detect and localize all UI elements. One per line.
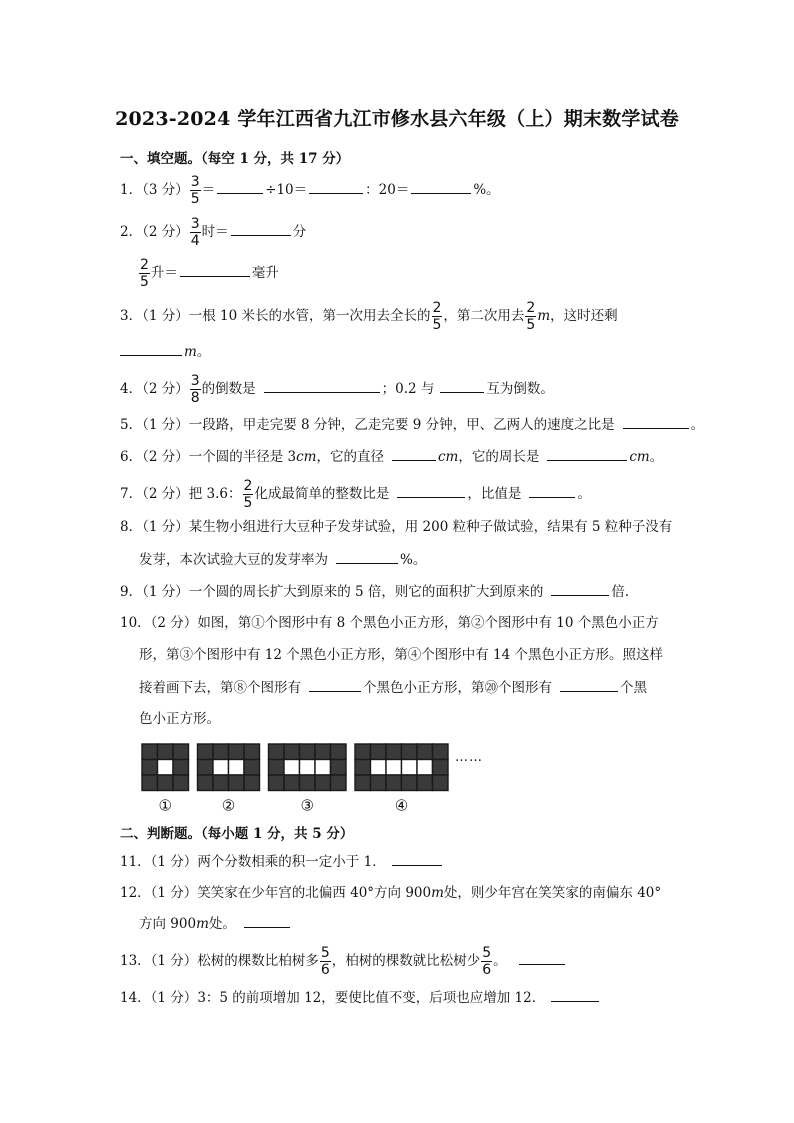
answer-blank[interactable] <box>440 378 484 393</box>
ellipsis: …… <box>455 750 483 765</box>
pattern-figure-3 <box>269 744 347 811</box>
question-12-continued: 方向 900m处。 <box>139 913 292 934</box>
black-square <box>244 760 260 776</box>
exam-title: 2023-2024 学年江西省九江市修水县六年级（上）期末数学试卷 <box>115 108 679 130</box>
answer-blank[interactable] <box>120 341 182 356</box>
black-square <box>355 760 371 776</box>
question-10-line-3: 接着画下去，第⑧个图形有 个黑色小正方形，第⑳个图形有 个黑 <box>139 677 647 698</box>
white-square <box>158 760 174 776</box>
black-square <box>269 760 285 776</box>
question-3-continued: m。 <box>120 341 210 362</box>
black-square <box>173 775 189 791</box>
black-square <box>331 744 347 760</box>
section-true-false-heading: 二、判断题。（每小题 1 分，共 5 分） <box>120 826 354 842</box>
black-square <box>284 744 300 760</box>
black-square <box>142 744 158 760</box>
answer-blank[interactable] <box>547 446 627 461</box>
answer-blank[interactable] <box>397 483 465 498</box>
figure-label: ① <box>158 796 172 811</box>
question-11: 11．（1 分）两个分数相乘的积一定小于 1． <box>120 851 444 872</box>
answer-blank[interactable] <box>336 549 398 564</box>
black-square <box>355 775 371 791</box>
question-8: 8．（1 分）某生物小组进行大豆种子发芽试验，用 200 粒种子做试验，结果有 5 粒种子没有 <box>120 519 673 535</box>
fraction: $\frac{3}{8}$ <box>190 373 200 406</box>
white-square <box>315 760 331 776</box>
black-square <box>198 760 214 776</box>
question-5: 5．（1 分）一段路，甲走完要 8 分钟，乙走完要 9 分钟，甲、乙两人的速度之比是 。 <box>120 414 704 435</box>
fraction: $\frac{2}{5}$ <box>140 257 149 290</box>
black-square <box>315 775 331 791</box>
fraction: $\frac{3}{4}$ <box>190 216 200 249</box>
pattern-figure-4 <box>355 744 448 811</box>
question-10-line-4: 色小正方形。 <box>139 711 220 727</box>
black-square <box>417 744 433 760</box>
black-square <box>229 744 245 760</box>
black-square <box>331 760 347 776</box>
fraction: $\frac{5}{6}$ <box>320 945 330 978</box>
black-square <box>402 775 418 791</box>
question-8-continued: 发芽，本次试验大豆的发芽率为 %。 <box>139 549 426 570</box>
white-square <box>229 760 245 776</box>
answer-blank[interactable] <box>560 677 618 692</box>
black-square <box>142 775 158 791</box>
pattern-figure-2 <box>198 744 260 811</box>
square-pattern-figures <box>141 741 501 811</box>
black-square <box>386 775 402 791</box>
answer-blank[interactable] <box>217 179 263 194</box>
white-square <box>402 760 418 776</box>
black-square <box>300 775 316 791</box>
question-9: 9．（1 分）一个圆的周长扩大到原来的 5 倍，则它的面积扩大到原来的 倍． <box>120 581 638 602</box>
white-square <box>417 760 433 776</box>
question-12: 12．（1 分）笑笑家在少年宫的北偏西 40°方向 900m处，则少年宫在笑笑家的南偏东 40° <box>120 885 662 901</box>
black-square <box>433 760 449 776</box>
figure-label: ④ <box>394 796 409 811</box>
question-3: 3．（1 分）一根 10 米长的水管，第一次用去全长的 $\frac{2}{5}$ ，第二次用去 $\frac{2}{5}$ m，这时还剩 <box>120 300 618 333</box>
black-square <box>417 775 433 791</box>
answer-blank[interactable] <box>411 179 471 194</box>
white-square <box>284 760 300 776</box>
black-square <box>355 744 371 760</box>
answer-blank[interactable] <box>231 221 291 236</box>
white-square <box>371 760 387 776</box>
white-square <box>213 760 229 776</box>
answer-blank[interactable] <box>392 446 436 461</box>
question-2: 2．（2 分） $\frac{3}{4}$ 时＝ 分 <box>120 216 307 249</box>
question-6: 6．（2 分）一个圆的半径是 3cm，它的直径 cm，它的周长是 cm。 <box>120 446 663 467</box>
answer-blank[interactable] <box>529 483 575 498</box>
figure-label: ② <box>221 796 236 811</box>
black-square <box>402 744 418 760</box>
black-square <box>371 744 387 760</box>
fraction: $\frac{2}{5}$ <box>526 300 536 333</box>
fraction: $\frac{3}{5}$ <box>190 174 200 207</box>
question-2-part-b: $\frac{2}{5}$ 升＝ 毫升 <box>140 257 279 290</box>
answer-blank[interactable] <box>519 950 565 965</box>
question-1: 1．（3 分） $\frac{3}{5}$ ＝ ÷10＝ ：20＝ %。 <box>120 174 500 207</box>
black-square <box>213 744 229 760</box>
black-square <box>433 744 449 760</box>
black-square <box>315 744 331 760</box>
black-square <box>331 775 347 791</box>
black-square <box>386 744 402 760</box>
answer-blank[interactable] <box>309 677 361 692</box>
section-fill-in-heading: 一、填空题。（每空 1 分，共 17 分） <box>120 151 350 167</box>
black-square <box>269 744 285 760</box>
answer-blank[interactable] <box>244 913 290 928</box>
pattern-figure-1 <box>142 744 189 811</box>
black-square <box>371 775 387 791</box>
black-square <box>158 744 174 760</box>
black-square <box>173 744 189 760</box>
black-square <box>198 744 214 760</box>
question-7: 7．（2 分）把 3.6： $\frac{2}{5}$ 化成最简单的整数比是 ，比值是 。 <box>120 478 591 511</box>
black-square <box>244 775 260 791</box>
fraction: $\frac{5}{6}$ <box>482 945 492 978</box>
question-13: 13．（1 分）松树的棵数比柏树多 $\frac{5}{6}$ ，柏树的棵数就比松树少 $\frac{5}{6}$ 。 <box>120 946 567 977</box>
white-square <box>386 760 402 776</box>
question-10: 10．（2 分）如图，第①个图形中有 8 个黑色小正方形，第②个图形中有 10 个黑色小正方 <box>120 615 659 631</box>
black-square <box>158 775 174 791</box>
answer-blank[interactable] <box>309 179 363 194</box>
black-square <box>244 744 260 760</box>
answer-blank[interactable] <box>551 987 599 1002</box>
answer-blank[interactable] <box>392 851 442 866</box>
fraction: $\frac{2}{5}$ <box>243 478 253 511</box>
question-14: 14．（1 分）3：5 的前项增加 12，要使比值不变，后项也应增加 12． <box>120 987 601 1008</box>
black-square <box>198 775 214 791</box>
question-4: 4．（2 分） $\frac{3}{8}$ 的倒数是 ；0.2 与 互为倒数。 <box>120 373 554 406</box>
figure-label: ③ <box>300 796 314 811</box>
black-square <box>300 744 316 760</box>
black-square <box>213 775 229 791</box>
black-square <box>173 760 189 776</box>
black-square <box>284 775 300 791</box>
fraction: $\frac{2}{5}$ <box>432 300 442 333</box>
black-square <box>142 760 158 776</box>
answer-blank[interactable] <box>180 262 250 277</box>
answer-blank[interactable] <box>551 581 609 596</box>
answer-blank[interactable] <box>623 414 689 429</box>
black-square <box>269 775 285 791</box>
answer-blank[interactable] <box>264 378 380 393</box>
white-square <box>300 760 316 776</box>
black-square <box>229 775 245 791</box>
question-10-line-2: 形，第③个图形中有 12 个黑色小正方形，第④个图形中有 14 个黑色小正方形。照这样 <box>139 647 664 663</box>
black-square <box>433 775 449 791</box>
